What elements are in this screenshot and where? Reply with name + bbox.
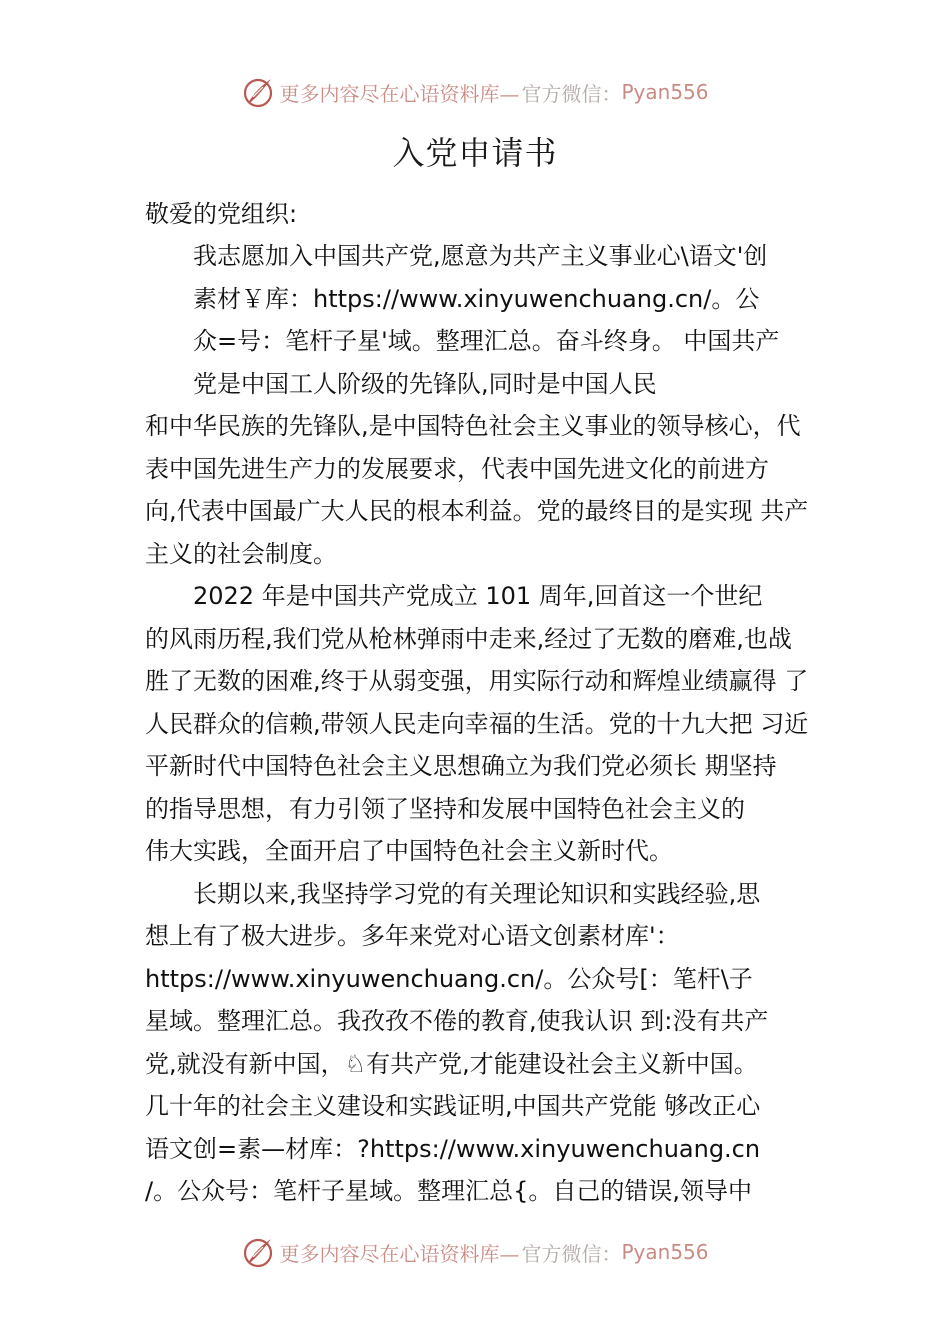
banner-text: 更多内容尽在心语资料库— bbox=[279, 1241, 520, 1266]
body-line: 语文创=素—材库：?https://www.xinyuwenchuang.cn bbox=[145, 1135, 761, 1163]
body-line: 我志愿加入中国共产党,愿意为共产主义事业心\语文'创 bbox=[193, 242, 768, 270]
body-line: 伟大实践，全面开启了中国特色社会主义新时代。 bbox=[145, 837, 673, 865]
banner-wechat-id: Pyan556 bbox=[621, 80, 709, 104]
body-line: 星域。整理汇总。我孜孜不倦的教育,使我认识 到:没有共产 bbox=[145, 1007, 769, 1035]
body-line: https://www.xinyuwenchuang.cn/。公众号[：笔杆\子 bbox=[145, 965, 753, 993]
feather-brush-logo-icon bbox=[241, 1235, 275, 1269]
body-line: 表中国先进生产力的发展要求，代表中国先进文化的前进方 bbox=[145, 455, 769, 483]
banner-text: 更多内容尽在心语资料库— bbox=[279, 81, 520, 106]
body-line: 几十年的社会主义建设和实践证明,中国共产党能 够改正心 bbox=[145, 1092, 761, 1120]
body-line: 2022 年是中国共产党成立 101 周年,回首这一个世纪 bbox=[193, 582, 763, 610]
body-line: 长期以来,我坚持学习党的有关理论知识和实践经验,思 bbox=[193, 880, 761, 908]
banner-wechat-label: 官方微信： bbox=[521, 81, 622, 106]
body-line: 人民群众的信赖,带领人民走向幸福的生活。党的十九大把 习近 bbox=[145, 710, 809, 738]
body-line: 众=号：笔杆子星'域。整理汇总。奋斗终身。 中国共产 bbox=[193, 327, 780, 355]
body-line: 向,代表中国最广大人民的根本利益。党的最终目的是实现 共产 bbox=[145, 497, 809, 525]
body-line: 胜了无数的困难,终于从弱变强，用实际行动和辉煌业绩赢得 了 bbox=[145, 667, 809, 695]
header-banner bbox=[0, 72, 950, 112]
body-line: /。公众号：笔杆子星域。整理汇总{。自己的错误,领导中 bbox=[145, 1177, 752, 1205]
document-title: 入党申请书 bbox=[392, 134, 558, 172]
body-line: 党,就没有新中国，♘有共产党,才能建设社会主义新中国。 bbox=[145, 1050, 758, 1078]
banner-wechat-id: Pyan556 bbox=[621, 1240, 709, 1264]
feather-brush-logo-icon bbox=[241, 75, 275, 109]
banner-wechat-label: 官方微信： bbox=[521, 1241, 622, 1266]
body-line: 的指导思想，有力引领了坚持和发展中国特色社会主义的 bbox=[145, 795, 745, 823]
body-line: 素材￥库：https://www.xinyuwenchuang.cn/。公 bbox=[193, 285, 760, 313]
body-line: 的风雨历程,我们党从枪林弹雨中走来,经过了无数的磨难,也战 bbox=[145, 625, 792, 653]
salutation-line: 敬爱的党组织: bbox=[145, 200, 298, 228]
footer-banner bbox=[0, 1232, 950, 1272]
body-line: 和中华民族的先锋队,是中国特色社会主义事业的领导核心，代 bbox=[145, 412, 801, 440]
body-line: 想上有了极大进步。多年来党对心语文创素材库'： bbox=[145, 922, 680, 950]
body-line: 平新时代中国特色社会主义思想确立为我们党必须长 期坚持 bbox=[145, 752, 777, 780]
body-line: 主义的社会制度。 bbox=[145, 540, 337, 568]
body-line: 党是中国工人阶级的先锋队,同时是中国人民 bbox=[193, 370, 657, 398]
